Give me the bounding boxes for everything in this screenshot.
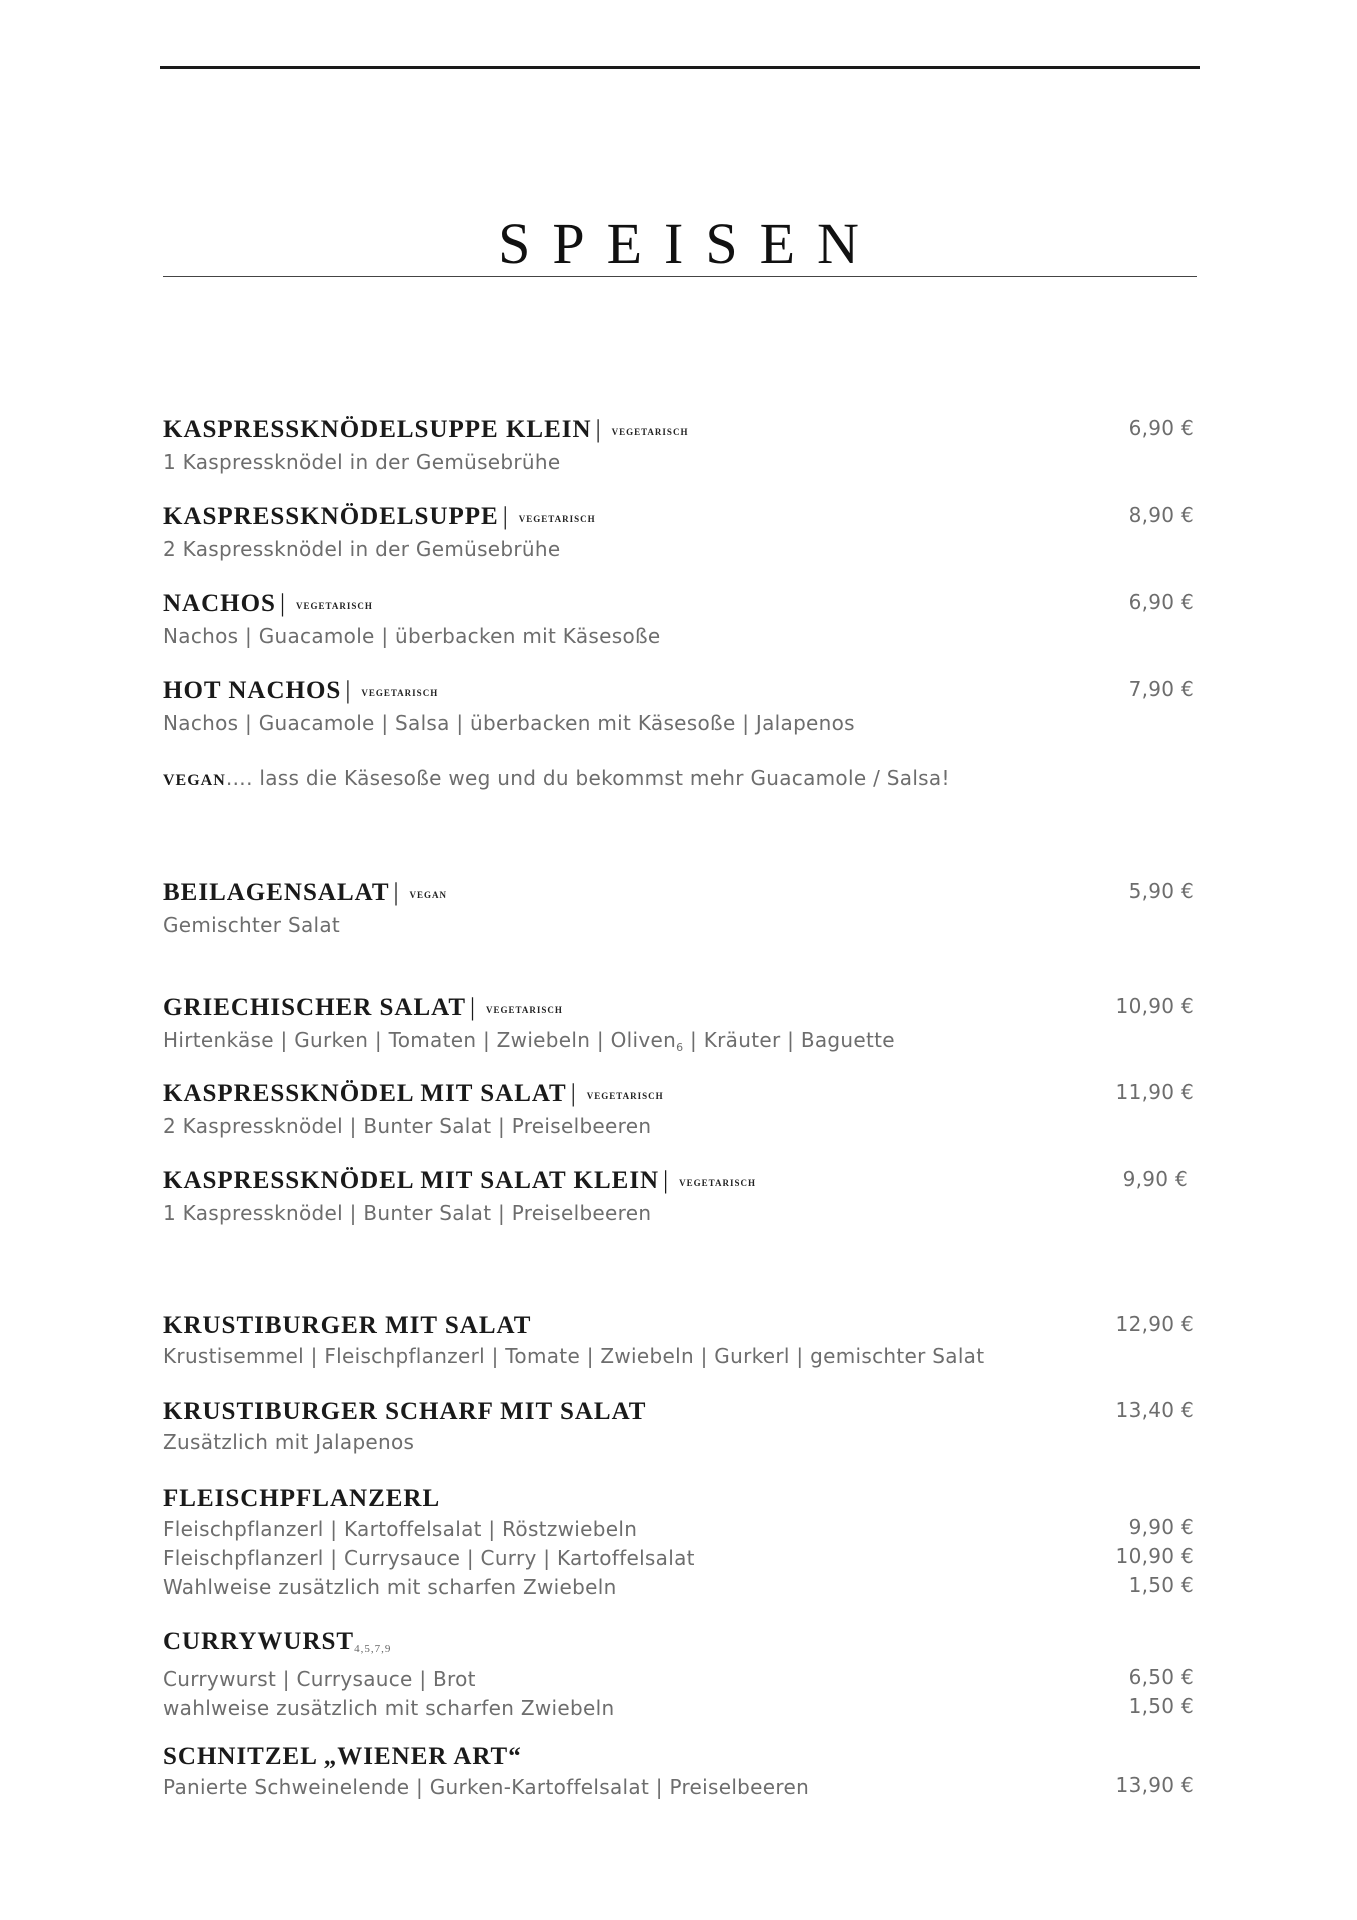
vegetarian-tag: VEGETARISCH — [518, 514, 596, 524]
item-description: 2 Kaspressknödel in der Gemüsebrühe — [163, 537, 561, 561]
item-description: Panierte Schweinelende | Gurken-Kartoffelsalat | Preiselbeeren — [163, 1775, 810, 1799]
item-name: GRIECHISCHER SALAT | VEGETARISCH — [163, 994, 563, 1021]
item-name: KASPRESSKNÖDEL MIT SALAT | VEGETARISCH — [163, 1080, 664, 1107]
menu-item — [163, 1078, 1197, 1141]
menu-item — [163, 877, 1197, 940]
menu-item — [163, 1165, 1197, 1228]
item-name: KASPRESSKNÖDEL MIT SALAT KLEIN | VEGETARISCH — [163, 1167, 756, 1194]
item-description: Hirtenkäse | Gurken | Tomaten | Zwiebeln | Oliven$_6$ | Kräuter | Baguette — [163, 1028, 895, 1054]
item-description: Fleischpflanzerl | Kartoffelsalat | Röstzwiebeln — [163, 1517, 638, 1541]
item-name: SCHNITZEL „WIENER ART“ — [163, 1743, 522, 1770]
item-price: 1,50 € — [1128, 1694, 1194, 1718]
item-price: 6,90 € — [1128, 416, 1194, 440]
item-price: 8,90 € — [1128, 503, 1194, 527]
item-description: Nachos | Guacamole | überbacken mit Käsesoße — [163, 624, 661, 648]
item-price: 10,90 € — [1115, 1544, 1194, 1568]
item-name: HOT NACHOS | VEGETARISCH — [163, 677, 439, 704]
item-name: KRUSTIBURGER MIT SALAT — [163, 1312, 532, 1339]
item-name: FLEISCHPFLANZERL — [163, 1485, 441, 1512]
menu-item — [163, 1741, 1197, 1802]
item-description: Krustisemmel | Fleischpflanzerl | Tomate | Zwiebeln | Gurkerl | gemischter Salat — [163, 1344, 985, 1368]
item-description: Nachos | Guacamole | Salsa | überbacken mit Käsesoße | Jalapenos — [163, 711, 855, 735]
vegan-note-label: VEGAN — [163, 772, 226, 789]
item-variant — [163, 1515, 1197, 1544]
menu-item — [163, 1483, 1197, 1602]
vegan-tag: VEGAN — [409, 890, 448, 900]
item-name: KRUSTIBURGER SCHARF MIT SALAT — [163, 1398, 647, 1425]
item-price: 7,90 € — [1128, 677, 1194, 701]
vegetarian-tag: VEGETARISCH — [361, 688, 439, 698]
menu-item — [163, 1310, 1197, 1371]
item-variant — [163, 1665, 1197, 1694]
vegetarian-tag: VEGETARISCH — [611, 427, 689, 437]
item-description: 1 Kaspressknödel | Bunter Salat | Preiselbeeren — [163, 1201, 652, 1225]
vegetarian-tag: VEGETARISCH — [586, 1091, 664, 1101]
menu-item — [163, 414, 1197, 477]
item-name: BEILAGENSALAT | VEGAN — [163, 879, 448, 906]
menu-item — [163, 501, 1197, 564]
page-title: SPEISEN — [498, 211, 881, 276]
item-name: KASPRESSKNÖDELSUPPE | VEGETARISCH — [163, 503, 596, 530]
menu-item — [163, 992, 1197, 1062]
menu-item — [163, 588, 1197, 651]
vegetarian-tag: VEGETARISCH — [295, 601, 373, 611]
menu-item — [163, 1396, 1197, 1457]
item-name: KASPRESSKNÖDELSUPPE KLEIN | VEGETARISCH — [163, 416, 689, 443]
vegan-note — [163, 766, 950, 790]
item-description: wahlweise zusätzlich mit scharfen Zwiebeln — [163, 1696, 615, 1720]
item-price: 13,90 € — [1115, 1773, 1194, 1797]
item-price: 6,90 € — [1128, 590, 1194, 614]
item-price: 5,90 € — [1128, 879, 1194, 903]
item-description: Wahlweise zusätzlich mit scharfen Zwiebeln — [163, 1575, 617, 1599]
vegan-note-text: …. lass die Käsesoße weg und du bekommst mehr Guacamole / Salsa! — [225, 766, 950, 790]
vegetarian-tag: VEGETARISCH — [486, 1005, 563, 1015]
menu-item — [163, 1626, 1197, 1723]
vegetarian-tag: VEGETARISCH — [679, 1178, 756, 1188]
title-divider — [163, 276, 1197, 277]
item-price: 10,90 € — [1115, 994, 1194, 1018]
item-price: 13,40 € — [1115, 1398, 1194, 1422]
item-price: 9,90 € — [1122, 1167, 1188, 1191]
allergen-number: 6 — [676, 1041, 684, 1054]
item-variant — [163, 1544, 1197, 1573]
item-name: NACHOS | VEGETARISCH — [163, 590, 373, 617]
item-description: 1 Kaspressknödel in der Gemüsebrühe — [163, 450, 561, 474]
item-variant — [163, 1573, 1197, 1602]
item-description: Fleischpflanzerl | Currysauce | Curry | Kartoffelsalat — [163, 1546, 695, 1570]
item-price: 6,50 € — [1128, 1665, 1194, 1689]
item-price: 1,50 € — [1128, 1573, 1194, 1597]
item-description: Gemischter Salat — [163, 913, 341, 937]
menu-item — [163, 675, 1197, 738]
item-variant — [163, 1773, 1197, 1802]
item-variant — [163, 1694, 1197, 1723]
item-description: Currywurst | Currysauce | Brot — [163, 1667, 476, 1691]
item-price: 11,90 € — [1115, 1080, 1194, 1104]
item-description: 2 Kaspressknödel | Bunter Salat | Preiselbeeren — [163, 1114, 652, 1138]
item-price: 9,90 € — [1128, 1515, 1194, 1539]
top-rule — [160, 66, 1200, 69]
item-name: CURRYWURST4,5,7,9 — [163, 1628, 392, 1655]
item-description: Zusätzlich mit Jalapenos — [163, 1430, 415, 1454]
allergen-numbers: 4,5,7,9 — [354, 1643, 392, 1655]
item-price: 12,90 € — [1115, 1312, 1194, 1336]
